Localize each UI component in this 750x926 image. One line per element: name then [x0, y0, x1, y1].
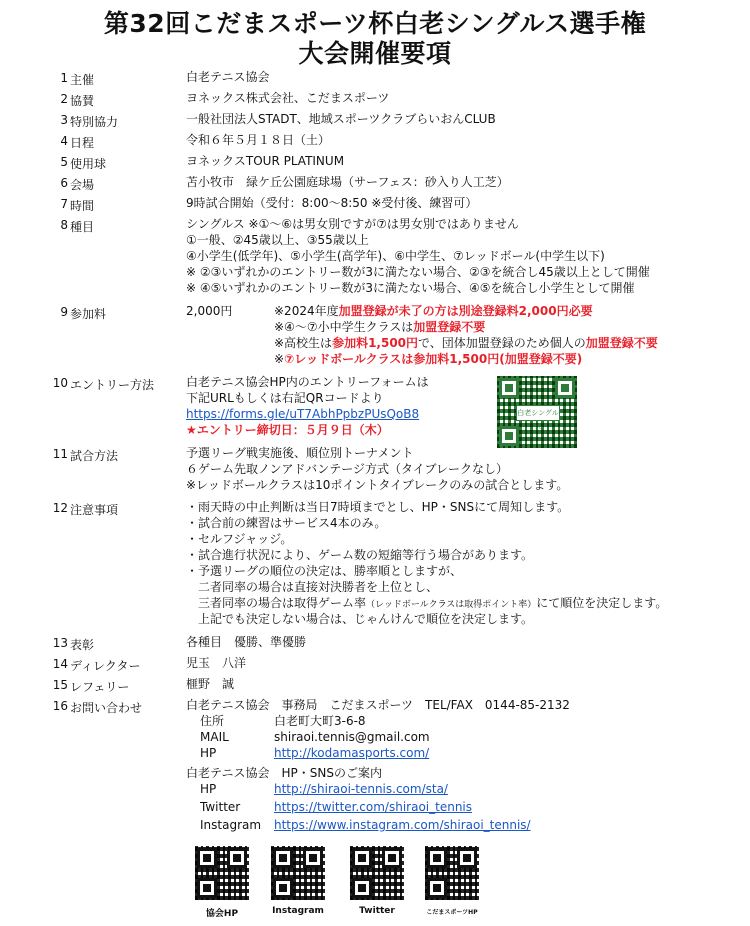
notice-line: ・予選リーグの順位の決定は、勝率順としますが、: [186, 564, 463, 578]
mail-value[interactable]: shiraoi.tennis@gmail.com: [274, 730, 430, 744]
qr-center-label: 白老シングルス: [516, 405, 560, 421]
mail-label: MAIL: [200, 730, 229, 744]
sns-label: HP: [200, 782, 217, 796]
item-number: 6: [60, 176, 68, 190]
item-value: シングルス ※①～⑥は男女別ですが⑦は男女別ではありません: [186, 217, 519, 231]
item-number: 12: [52, 501, 68, 515]
fee-value: 2,000円: [186, 304, 233, 318]
item-label: レフェリー: [70, 680, 130, 694]
notice-line: ・試合進行状況により、ゲーム数の短縮等行う場合があります。: [186, 548, 534, 562]
item-value: ヨネックス株式会社、こだまスポーツ: [186, 91, 390, 105]
address-label: 住所: [200, 714, 225, 728]
item-value: 各種目 優勝、準優勝: [186, 635, 307, 649]
item-value: 苫小牧市 緑ケ丘公園庭球場（サーフェス：砂入り人工芝）: [186, 175, 509, 189]
fee-note: ※④～⑦小中学生クラスは加盟登録不要: [274, 320, 486, 334]
item-number: 8: [60, 218, 68, 232]
item-number: 3: [60, 113, 68, 127]
page-title: 第32回こだまスポーツ杯白老シングルス選手権: [103, 9, 647, 38]
item-label: 会場: [70, 178, 95, 192]
association-hp-qr-code[interactable]: [195, 846, 249, 900]
fee-note: ※⑦レッドボールクラスは参加料1,500円(加盟登録不要): [274, 352, 583, 366]
item-label: 種目: [70, 220, 95, 234]
item-label: エントリー方法: [70, 378, 155, 392]
item-value: ヨネックスTOUR PLATINUM: [186, 154, 345, 168]
item-value: ※ ④⑤いずれかのエントリー数が3に満たない場合、④⑤を統合し小学生として開催: [186, 281, 635, 295]
notice-line: ・試合前の練習はサービス4本のみ。: [186, 516, 387, 530]
item-value: 9時試合開始（受付：8:00～8:50 ※受付後、練習可）: [186, 196, 478, 210]
item-number: 13: [52, 636, 68, 650]
item-number: 2: [60, 92, 68, 106]
item-number: 14: [52, 657, 68, 671]
item-number: 11: [52, 447, 68, 461]
item-label: 特別協力: [70, 115, 119, 129]
item-label: 注意事項: [70, 503, 119, 517]
item-label: 表彰: [70, 638, 95, 652]
notice-line: 上記でも決定しない場合は、じゃんけんで順位を決定します。: [186, 612, 534, 626]
item-number: 4: [60, 134, 68, 148]
sns-heading: 白老テニス協会 HP・SNSのご案内: [186, 766, 382, 780]
item-value: ※レッドボールクラスは10ポイントタイブレークのみの試合とします。: [186, 478, 569, 492]
item-value: ④小学生(低学年)、⑤小学生(高学年)、⑥中学生、⑦レッドボール(中学生以下): [186, 249, 605, 263]
kodama-hp-qr-code[interactable]: [425, 846, 479, 900]
qr-caption: 協会HP: [205, 909, 239, 919]
item-number: 9: [60, 305, 68, 319]
entry-form-link[interactable]: https://forms.gle/uT7AbhPpbzPUsQoB8: [186, 407, 420, 421]
item-value: 白老テニス協会: [186, 70, 270, 84]
item-number: 16: [52, 699, 68, 713]
item-label: ディレクター: [70, 659, 141, 673]
hp-label: HP: [200, 746, 217, 760]
twitter-qr-code[interactable]: [350, 846, 404, 900]
item-value: ６ゲーム先取ノンアドバンテージ方式（タイブレークなし）: [186, 462, 508, 476]
item-value: 一般社団法人STADT、地域スポーツクラブらいおんCLUB: [186, 112, 496, 126]
item-number: 7: [60, 197, 68, 211]
address-value: 白老町大町3-6-8: [274, 714, 366, 728]
sns-label: Twitter: [200, 800, 241, 814]
sns-label: Instagram: [200, 818, 262, 832]
item-number: 5: [60, 155, 68, 169]
item-label: 協賛: [70, 94, 95, 108]
association-hp-link[interactable]: http://shiraoi-tennis.com/sta/: [274, 782, 448, 796]
qr-caption: こだまスポーツHP: [426, 909, 478, 916]
item-label: 主催: [70, 73, 95, 87]
item-value: 児玉 八洋: [186, 656, 247, 670]
item-label: 時間: [70, 199, 95, 213]
item-value: 下記URLもしくは右記QRコードより: [186, 391, 384, 405]
notice-line: ・セルフジャッジ。: [186, 532, 293, 546]
item-label: 使用球: [70, 157, 107, 171]
instagram-qr-code[interactable]: [271, 846, 325, 900]
kodama-hp-link[interactable]: http://kodamasports.com/: [274, 746, 430, 760]
item-label: 試合方法: [70, 449, 119, 463]
item-label: 日程: [70, 136, 95, 150]
item-value: 令和６年５月１８日（土）: [186, 133, 331, 147]
item-value: 榧野 誠: [186, 677, 235, 691]
item-value: 予選リーグ戦実施後、順位別トーナメント: [186, 446, 414, 460]
notice-line: 三者同率の場合は取得ゲーム率（レッドボールクラスは取得ポイント率）にて順位を決定します。: [186, 596, 668, 610]
entry-deadline: ★エントリー締切日：５月９日（木）: [186, 423, 389, 437]
item-number: 10: [52, 376, 68, 390]
item-number: 15: [52, 678, 68, 692]
item-value: 白老テニス協会HP内のエントリーフォームは: [186, 375, 429, 389]
qr-caption: Instagram: [272, 906, 324, 916]
fee-note: ※高校生は参加料1,500円で、団体加盟登録のため個人の加盟登録不要: [274, 336, 658, 350]
item-number: 1: [60, 71, 68, 85]
entry-qr-code[interactable]: [497, 376, 577, 448]
item-label: 参加料: [70, 307, 107, 321]
qr-caption: Twitter: [359, 906, 395, 916]
contact-office: 白老テニス協会 事務局 こだまスポーツ TEL/FAX 0144-85-2132: [186, 698, 570, 712]
twitter-link[interactable]: https://twitter.com/shiraoi_tennis: [274, 800, 473, 814]
notice-line: ・雨天時の中止判断は当日7時頃までとし、HP・SNSにて周知します。: [186, 500, 570, 514]
page-subtitle: 大会開催要項: [298, 39, 452, 68]
notice-line: 二者同率の場合は直接対決勝者を上位とし、: [186, 580, 439, 594]
item-value: ①一般、②45歳以上、③55歳以上: [186, 233, 369, 247]
instagram-link[interactable]: https://www.instagram.com/shiraoi_tennis/: [274, 818, 531, 832]
item-value: ※ ②③いずれかのエントリー数が3に満たない場合、②③を統合し45歳以上として開催: [186, 265, 650, 279]
fee-note: ※2024年度加盟登録が未了の方は別途登録料2,000円必要: [274, 304, 593, 318]
item-label: お問い合わせ: [70, 701, 143, 715]
